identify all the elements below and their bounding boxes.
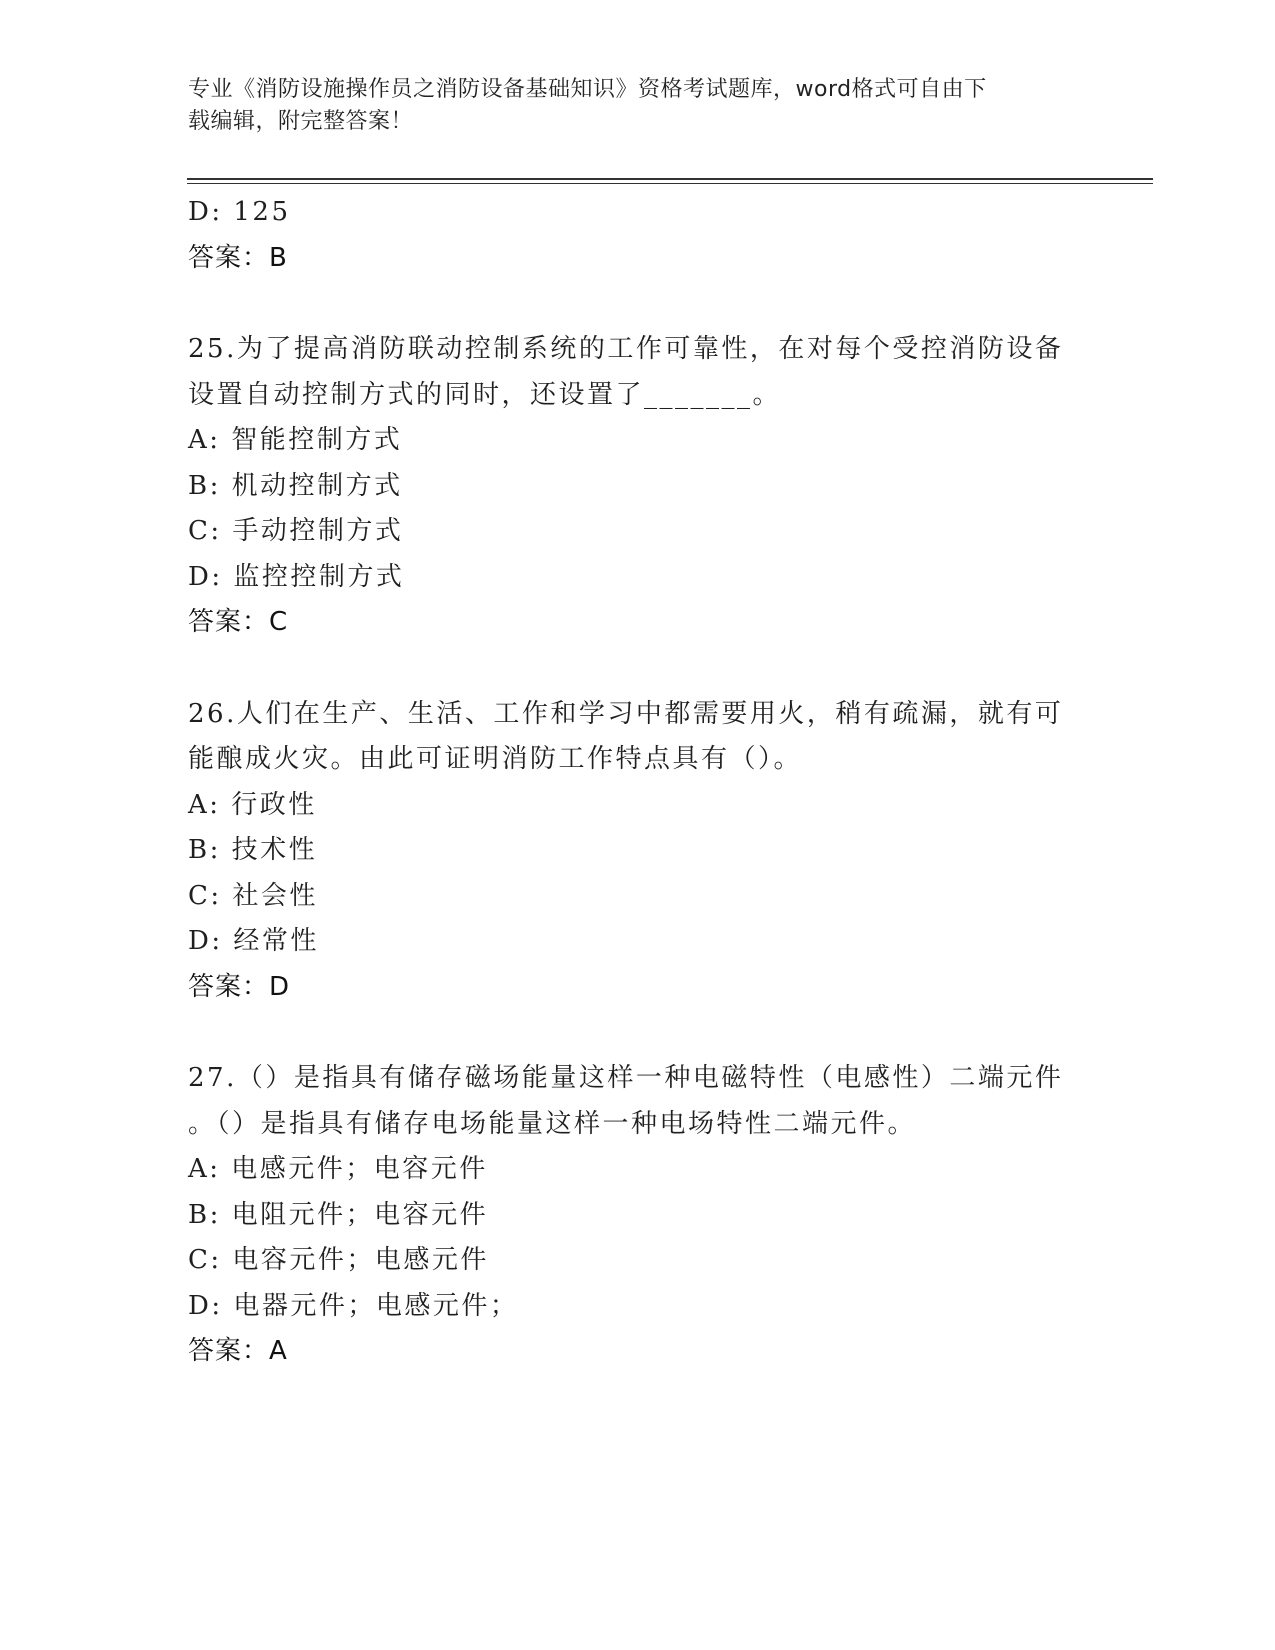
question-26	[188, 692, 1088, 1011]
question-text-line-1: 27.（）是指具有储存磁场能量这样一种电磁特性（电感性）二端元件	[188, 1063, 1064, 1093]
option-b: B: 技术性	[188, 835, 318, 865]
question-27	[188, 1056, 1088, 1375]
header-line-2: 载编辑，附完整答案！	[188, 109, 414, 134]
option-d: D: 监控控制方式	[188, 561, 405, 592]
previous-question-tail	[188, 190, 1088, 281]
option-d: D: 电器元件；电感元件；	[188, 1290, 519, 1321]
option-c: C: 手动控制方式	[188, 516, 404, 546]
option-b: B: 机动控制方式	[188, 470, 403, 501]
question-text-line-2: 设置自动控制方式的同时，还设置了_______。	[188, 379, 782, 410]
header-divider-thin	[187, 183, 1153, 184]
option-d: D: 经常性	[188, 926, 319, 956]
question-text-line-1: 26.人们在生产、生活、工作和学习中都需要用火，稍有疏漏，就有可	[188, 698, 1064, 729]
option-c: C: 社会性	[188, 880, 318, 911]
question-25	[188, 327, 1088, 646]
answer-line: 答案：B	[188, 242, 288, 273]
header-divider-thick	[187, 178, 1153, 180]
question-text-line-2: 能酿成火灾。由此可证明消防工作特点具有（）。	[188, 744, 803, 774]
option-a: A: 智能控制方式	[188, 425, 403, 455]
option-d: D: 125	[188, 197, 291, 227]
question-list	[188, 190, 1088, 1375]
header-line-1: 专业《消防设施操作员之消防设备基础知识》资格考试题库，word格式可自由下	[188, 77, 987, 102]
option-a: A: 电感元件；电容元件	[188, 1154, 488, 1184]
answer-line: 答案：D	[188, 971, 291, 1002]
option-a: A: 行政性	[188, 789, 317, 820]
question-text-line-2: 。（）是指具有储存电场能量这样一种电场特性二端元件。	[188, 1108, 917, 1139]
option-c: C: 电容元件；电感元件	[188, 1245, 489, 1275]
question-text-line-1: 25.为了提高消防联动控制系统的工作可靠性，在对每个受控消防设备	[188, 334, 1064, 364]
answer-line: 答案：A	[188, 1336, 288, 1366]
option-b: B: 电阻元件；电容元件	[188, 1199, 489, 1230]
document-header	[188, 74, 1068, 138]
answer-line: 答案：C	[188, 607, 289, 637]
